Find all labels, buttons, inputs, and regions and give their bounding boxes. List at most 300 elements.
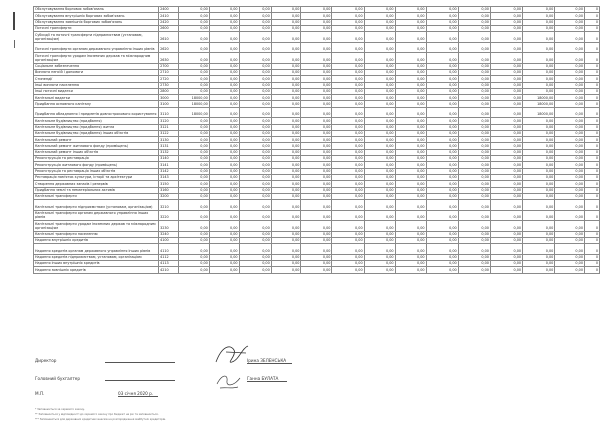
row-value: 0,00 bbox=[490, 267, 522, 273]
row-value: 0,00 bbox=[209, 107, 239, 118]
row-name: Капітальні трансферти населенню bbox=[34, 231, 159, 237]
row-value: 0,00 bbox=[458, 19, 490, 25]
row-value: 0,00 bbox=[395, 200, 426, 211]
row-value: 0,00 bbox=[555, 193, 585, 199]
row-value: 0,00 bbox=[301, 13, 332, 19]
row-value: 0,00 bbox=[395, 210, 426, 221]
row-value: 0 bbox=[584, 187, 599, 193]
row-value: 0,00 bbox=[523, 162, 555, 168]
row-value: 0,00 bbox=[555, 200, 585, 211]
row-value: 0,00 bbox=[364, 107, 395, 118]
row-name: Інші поточні видатки bbox=[34, 88, 159, 94]
row-value: 0,00 bbox=[364, 130, 395, 136]
row-value: 0,00 bbox=[209, 200, 239, 211]
row-value: 0,00 bbox=[490, 231, 522, 237]
row-value: 0,00 bbox=[239, 261, 271, 267]
row-value: 0,00 bbox=[209, 76, 239, 82]
row-value: 0,00 bbox=[271, 137, 301, 143]
accountant-signature-line bbox=[105, 380, 175, 381]
row-value: 0,00 bbox=[490, 88, 522, 94]
row-value: 0,00 bbox=[555, 231, 585, 237]
row-value: 0,00 bbox=[301, 82, 332, 88]
row-value: 0,00 bbox=[458, 156, 490, 162]
row-value: 0,00 bbox=[426, 156, 458, 162]
row-value: 0,00 bbox=[490, 143, 522, 149]
row-value: 0,00 bbox=[178, 143, 209, 149]
row-value: 0,00 bbox=[555, 137, 585, 143]
row-value: 0,00 bbox=[458, 137, 490, 143]
row-value: 0,00 bbox=[395, 101, 426, 107]
row-value: 0,00 bbox=[178, 156, 209, 162]
row-value: 0,00 bbox=[301, 261, 332, 267]
row-value: 0,00 bbox=[458, 88, 490, 94]
row-value: 0,00 bbox=[209, 193, 239, 199]
row-code: 3100 bbox=[159, 101, 179, 107]
row-value: 0,00 bbox=[209, 221, 239, 232]
row-name: Капітальні трансферти підприємствам (установам, організаціям) bbox=[34, 200, 159, 211]
row-value: 18000,00 bbox=[178, 107, 209, 118]
row-value: 0,00 bbox=[395, 149, 426, 155]
row-value: 0,00 bbox=[301, 244, 332, 255]
row-value: 0,00 bbox=[209, 137, 239, 143]
row-name: Капітальні трансферти bbox=[34, 193, 159, 199]
row-value: 0,00 bbox=[271, 88, 301, 94]
row-value: 0,00 bbox=[458, 124, 490, 130]
row-value: 0,00 bbox=[364, 210, 395, 221]
row-value: 0,00 bbox=[271, 200, 301, 211]
row-value: 0,00 bbox=[178, 244, 209, 255]
row-value: 0,00 bbox=[395, 267, 426, 273]
row-value: 0,00 bbox=[332, 244, 364, 255]
row-value: 0,00 bbox=[490, 168, 522, 174]
row-value: 0,00 bbox=[239, 88, 271, 94]
row-value: 0,00 bbox=[364, 221, 395, 232]
row-value: 0,00 bbox=[426, 88, 458, 94]
row-name: Реконструкція та реставрація bbox=[34, 156, 159, 162]
row-value: 0,00 bbox=[395, 63, 426, 69]
row-value: 0,00 bbox=[555, 187, 585, 193]
row-value: 0 bbox=[584, 168, 599, 174]
row-name: Капітальне будівництво (придбання) житла bbox=[34, 124, 159, 130]
row-code: 2410 bbox=[159, 13, 179, 19]
row-value: 0,00 bbox=[555, 181, 585, 187]
row-value: 0,00 bbox=[271, 244, 301, 255]
row-value: 0,00 bbox=[209, 168, 239, 174]
row-value: 0,00 bbox=[239, 143, 271, 149]
row-value: 0,00 bbox=[490, 95, 522, 101]
row-value: 0,00 bbox=[239, 210, 271, 221]
row-value: 0,00 bbox=[178, 137, 209, 143]
row-value: 0,00 bbox=[523, 124, 555, 130]
footnote: ** Заповнюється у відповідності до окремого закону про бюджет на рік та заповнюється. bbox=[35, 413, 159, 416]
row-value: 0,00 bbox=[523, 19, 555, 25]
row-value: 0,00 bbox=[555, 76, 585, 82]
row-value: 0,00 bbox=[523, 32, 555, 43]
row-code: 4110 bbox=[159, 244, 179, 255]
row-value: 0,00 bbox=[458, 63, 490, 69]
row-code: 3132 bbox=[159, 149, 179, 155]
row-value: 0,00 bbox=[209, 42, 239, 53]
row-value: 0,00 bbox=[523, 187, 555, 193]
row-value: 0,00 bbox=[555, 210, 585, 221]
row-value: 0,00 bbox=[209, 174, 239, 180]
stamp-label: М.П. bbox=[35, 391, 45, 396]
row-value: 18000,00 bbox=[178, 101, 209, 107]
row-value: 0,00 bbox=[523, 231, 555, 237]
row-value: 0,00 bbox=[458, 210, 490, 221]
row-value: 0,00 bbox=[364, 82, 395, 88]
row-value: 0,00 bbox=[271, 174, 301, 180]
row-value: 0,00 bbox=[458, 53, 490, 64]
row-value: 0,00 bbox=[458, 244, 490, 255]
row-value: 0,00 bbox=[490, 237, 522, 243]
row-name: Надання кредитів підприємствам, установам, організаціям bbox=[34, 254, 159, 260]
row-value: 0 bbox=[584, 69, 599, 75]
row-value: 0,00 bbox=[395, 124, 426, 130]
row-value: 0,00 bbox=[490, 7, 522, 13]
row-value: 0,00 bbox=[555, 261, 585, 267]
row-value: 0,00 bbox=[209, 95, 239, 101]
row-value: 0,00 bbox=[209, 13, 239, 19]
row-value: 0,00 bbox=[364, 63, 395, 69]
row-value: 0,00 bbox=[271, 118, 301, 124]
row-value: 0,00 bbox=[523, 221, 555, 232]
row-value: 0,00 bbox=[271, 168, 301, 174]
row-value: 0,00 bbox=[458, 32, 490, 43]
row-code: 3121 bbox=[159, 124, 179, 130]
row-value: 0,00 bbox=[332, 231, 364, 237]
row-value: 0,00 bbox=[426, 25, 458, 31]
row-value: 0,00 bbox=[426, 174, 458, 180]
row-value: 0,00 bbox=[239, 231, 271, 237]
row-value: 0,00 bbox=[395, 143, 426, 149]
table-row bbox=[34, 42, 600, 53]
row-value: 0 bbox=[584, 53, 599, 64]
row-value: 0,00 bbox=[271, 130, 301, 136]
row-value: 0,00 bbox=[523, 200, 555, 211]
row-value: 0,00 bbox=[178, 19, 209, 25]
row-value: 0,00 bbox=[395, 237, 426, 243]
row-value: 0 bbox=[584, 32, 599, 43]
row-value: 18000,00 bbox=[523, 107, 555, 118]
row-value: 0,00 bbox=[458, 181, 490, 187]
row-value: 0,00 bbox=[458, 42, 490, 53]
row-value: 0,00 bbox=[426, 210, 458, 221]
footnote: * Заповнюється за окремого закону. bbox=[35, 408, 86, 411]
row-value: 0,00 bbox=[364, 101, 395, 107]
row-value: 0 bbox=[584, 118, 599, 124]
row-value: 0,00 bbox=[301, 25, 332, 31]
row-value: 0,00 bbox=[332, 124, 364, 130]
row-value: 0,00 bbox=[364, 32, 395, 43]
row-value: 0,00 bbox=[458, 7, 490, 13]
row-value: 0,00 bbox=[301, 63, 332, 69]
row-value: 0,00 bbox=[271, 101, 301, 107]
row-value: 0,00 bbox=[555, 156, 585, 162]
row-value: 0,00 bbox=[271, 69, 301, 75]
row-value: 0,00 bbox=[490, 254, 522, 260]
row-value: 0,00 bbox=[301, 149, 332, 155]
row-value: 0,00 bbox=[301, 7, 332, 13]
row-value: 0,00 bbox=[523, 267, 555, 273]
row-value: 0 bbox=[584, 95, 599, 101]
row-code: 2420 bbox=[159, 19, 179, 25]
row-code: 4100 bbox=[159, 237, 179, 243]
row-value: 0,00 bbox=[523, 143, 555, 149]
table-row bbox=[34, 200, 600, 211]
row-value: 0,00 bbox=[271, 261, 301, 267]
row-value: 0,00 bbox=[555, 174, 585, 180]
row-value: 0,00 bbox=[490, 210, 522, 221]
row-code: 2400 bbox=[159, 7, 179, 13]
row-value: 0,00 bbox=[395, 32, 426, 43]
row-name: Поточні трансферти bbox=[34, 25, 159, 31]
row-value: 0,00 bbox=[332, 32, 364, 43]
row-value: 0,00 bbox=[458, 174, 490, 180]
row-value: 0,00 bbox=[426, 95, 458, 101]
row-value: 0,00 bbox=[332, 95, 364, 101]
row-value: 0,00 bbox=[209, 210, 239, 221]
row-value: 0,00 bbox=[332, 130, 364, 136]
table-row bbox=[34, 53, 600, 64]
row-value: 0,00 bbox=[301, 88, 332, 94]
row-code: 3160 bbox=[159, 187, 179, 193]
row-value: 0,00 bbox=[458, 13, 490, 19]
row-value: 0,00 bbox=[239, 13, 271, 19]
row-value: 0,00 bbox=[332, 25, 364, 31]
row-value: 0,00 bbox=[209, 187, 239, 193]
row-value: 0,00 bbox=[301, 101, 332, 107]
row-value: 0,00 bbox=[332, 107, 364, 118]
row-value: 0,00 bbox=[239, 118, 271, 124]
row-value: 0,00 bbox=[178, 88, 209, 94]
row-value: 0,00 bbox=[523, 130, 555, 136]
row-value: 0,00 bbox=[555, 88, 585, 94]
row-value: 0,00 bbox=[301, 42, 332, 53]
row-value: 0,00 bbox=[395, 13, 426, 19]
row-value: 0,00 bbox=[178, 267, 209, 273]
row-value: 0,00 bbox=[523, 156, 555, 162]
row-value: 0,00 bbox=[490, 130, 522, 136]
row-value: 0,00 bbox=[458, 130, 490, 136]
row-value: 0,00 bbox=[458, 69, 490, 75]
row-value: 0,00 bbox=[364, 193, 395, 199]
row-value: 0,00 bbox=[301, 137, 332, 143]
row-value: 0,00 bbox=[523, 82, 555, 88]
row-value: 0,00 bbox=[178, 76, 209, 82]
row-value: 0,00 bbox=[395, 244, 426, 255]
row-value: 0,00 bbox=[458, 261, 490, 267]
row-value: 0,00 bbox=[490, 42, 522, 53]
row-value: 0,00 bbox=[426, 244, 458, 255]
row-value: 0,00 bbox=[209, 244, 239, 255]
row-value: 0,00 bbox=[209, 156, 239, 162]
row-value: 0,00 bbox=[301, 95, 332, 101]
row-name: Капітальні видатки bbox=[34, 95, 159, 101]
row-value: 0,00 bbox=[555, 244, 585, 255]
row-value: 0,00 bbox=[332, 267, 364, 273]
row-value: 0,00 bbox=[555, 149, 585, 155]
row-value: 0,00 bbox=[490, 13, 522, 19]
row-value: 0,00 bbox=[523, 237, 555, 243]
row-value: 0 bbox=[584, 124, 599, 130]
row-value: 0,00 bbox=[239, 25, 271, 31]
row-value: 0,00 bbox=[301, 162, 332, 168]
row-name: Придбання обладнання і предметів довгострокового користування bbox=[34, 107, 159, 118]
row-value: 0,00 bbox=[239, 32, 271, 43]
row-value: 0,00 bbox=[178, 53, 209, 64]
row-value: 0,00 bbox=[555, 130, 585, 136]
row-value: 0,00 bbox=[239, 53, 271, 64]
row-value: 0,00 bbox=[458, 254, 490, 260]
row-value: 0,00 bbox=[395, 69, 426, 75]
row-value: 0,00 bbox=[301, 181, 332, 187]
row-value: 0,00 bbox=[271, 162, 301, 168]
row-value: 0,00 bbox=[458, 82, 490, 88]
row-value: 0,00 bbox=[271, 76, 301, 82]
row-value: 0,00 bbox=[332, 200, 364, 211]
row-value: 0,00 bbox=[458, 143, 490, 149]
row-value: 0,00 bbox=[426, 143, 458, 149]
row-name: Створення державних запасів і резервів bbox=[34, 181, 159, 187]
row-value: 0 bbox=[584, 221, 599, 232]
row-value: 0,00 bbox=[239, 267, 271, 273]
row-value: 0,00 bbox=[332, 168, 364, 174]
row-value: 0,00 bbox=[395, 7, 426, 13]
table-row bbox=[34, 221, 600, 232]
row-value: 0,00 bbox=[239, 63, 271, 69]
row-value: 0 bbox=[584, 101, 599, 107]
row-value: 0,00 bbox=[395, 156, 426, 162]
margin-mark bbox=[13, 12, 15, 30]
row-value: 0,00 bbox=[209, 7, 239, 13]
director-name: Ірина ЗЕЛЕНСЬКА bbox=[247, 358, 287, 363]
row-value: 0 bbox=[584, 261, 599, 267]
row-value: 0,00 bbox=[426, 130, 458, 136]
row-name: Обслуговування зовнішніх боргових зобов'язань bbox=[34, 19, 159, 25]
row-value: 0,00 bbox=[271, 187, 301, 193]
row-value: 0,00 bbox=[301, 156, 332, 162]
row-value: 0,00 bbox=[301, 118, 332, 124]
row-value: 0,00 bbox=[426, 101, 458, 107]
row-value: 0,00 bbox=[395, 181, 426, 187]
row-value: 0,00 bbox=[364, 13, 395, 19]
row-value: 0,00 bbox=[555, 13, 585, 19]
date-underline bbox=[118, 396, 158, 397]
row-value: 0,00 bbox=[239, 156, 271, 162]
row-value: 0,00 bbox=[555, 118, 585, 124]
row-value: 0 bbox=[584, 162, 599, 168]
row-value: 0,00 bbox=[426, 69, 458, 75]
row-value: 0,00 bbox=[395, 53, 426, 64]
row-code: 2800 bbox=[159, 88, 179, 94]
row-value: 0,00 bbox=[209, 101, 239, 107]
row-value: 0,00 bbox=[426, 19, 458, 25]
table-row bbox=[34, 244, 600, 255]
row-name: Реставрація пам'яток культури, історії та архітектури bbox=[34, 174, 159, 180]
row-name: Капітальні трансферти урядам іноземних держав та міжнародним організаціям bbox=[34, 221, 159, 232]
row-value: 0,00 bbox=[458, 187, 490, 193]
row-name: Надання кредитів органам державного управління інших рівнів bbox=[34, 244, 159, 255]
row-code: 3000 bbox=[159, 95, 179, 101]
row-value: 0,00 bbox=[239, 124, 271, 130]
row-code: 3120 bbox=[159, 118, 179, 124]
row-value: 0,00 bbox=[178, 237, 209, 243]
row-value: 0,00 bbox=[271, 181, 301, 187]
row-value: 0,00 bbox=[458, 193, 490, 199]
budget-table bbox=[33, 6, 600, 274]
row-value: 0,00 bbox=[555, 25, 585, 31]
accountant-label: Головний бухгалтер bbox=[35, 376, 80, 381]
row-value: 0,00 bbox=[178, 168, 209, 174]
row-value: 0,00 bbox=[426, 237, 458, 243]
row-value: 0,00 bbox=[458, 231, 490, 237]
row-value: 0,00 bbox=[490, 244, 522, 255]
row-value: 0,00 bbox=[178, 174, 209, 180]
director-signature bbox=[212, 340, 254, 370]
row-name: Реконструкція та реставрація інших об'єктів bbox=[34, 168, 159, 174]
row-code: 3122 bbox=[159, 130, 179, 136]
row-value: 0,00 bbox=[209, 261, 239, 267]
row-code: 2600 bbox=[159, 25, 179, 31]
row-code: 3210 bbox=[159, 200, 179, 211]
row-name: Стипендії bbox=[34, 76, 159, 82]
row-value: 0,00 bbox=[426, 221, 458, 232]
row-value: 0,00 bbox=[364, 69, 395, 75]
row-value: 0,00 bbox=[209, 254, 239, 260]
row-value: 0,00 bbox=[332, 63, 364, 69]
row-value: 0,00 bbox=[523, 42, 555, 53]
footnote: *** Заповнюється для державних кредитних внесків на розпорядження майбутніх кредиторів. bbox=[35, 418, 166, 421]
row-value: 0,00 bbox=[239, 42, 271, 53]
row-value: 0,00 bbox=[332, 174, 364, 180]
row-value: 0,00 bbox=[239, 174, 271, 180]
row-value: 0,00 bbox=[271, 124, 301, 130]
row-value: 0,00 bbox=[271, 95, 301, 101]
row-value: 0,00 bbox=[523, 13, 555, 19]
row-code: 3142 bbox=[159, 168, 179, 174]
row-value: 0 bbox=[584, 210, 599, 221]
row-value: 0,00 bbox=[395, 130, 426, 136]
row-value: 0,00 bbox=[426, 254, 458, 260]
row-value: 0,00 bbox=[458, 107, 490, 118]
row-value: 0,00 bbox=[426, 107, 458, 118]
row-value: 0,00 bbox=[364, 42, 395, 53]
row-value: 0,00 bbox=[239, 101, 271, 107]
row-value: 0,00 bbox=[209, 267, 239, 273]
row-value: 0,00 bbox=[555, 53, 585, 64]
row-code: 2700 bbox=[159, 63, 179, 69]
row-value: 0,00 bbox=[332, 19, 364, 25]
row-value: 0,00 bbox=[395, 118, 426, 124]
row-value: 0,00 bbox=[364, 53, 395, 64]
row-value: 0,00 bbox=[271, 143, 301, 149]
row-name: Капітальне будівництво (придбання) bbox=[34, 118, 159, 124]
row-value: 0,00 bbox=[555, 107, 585, 118]
row-value: 0,00 bbox=[490, 53, 522, 64]
row-value: 0,00 bbox=[395, 107, 426, 118]
row-value: 0,00 bbox=[426, 124, 458, 130]
row-value: 0,00 bbox=[523, 25, 555, 31]
row-value: 0,00 bbox=[178, 118, 209, 124]
row-code: 2620 bbox=[159, 42, 179, 53]
row-name: Реконструкція житлового фонду (приміщень) bbox=[34, 162, 159, 168]
row-code: 3131 bbox=[159, 143, 179, 149]
row-value: 0,00 bbox=[178, 13, 209, 19]
margin-mark bbox=[14, 40, 15, 48]
row-value: 0,00 bbox=[555, 42, 585, 53]
row-value: 0,00 bbox=[178, 231, 209, 237]
